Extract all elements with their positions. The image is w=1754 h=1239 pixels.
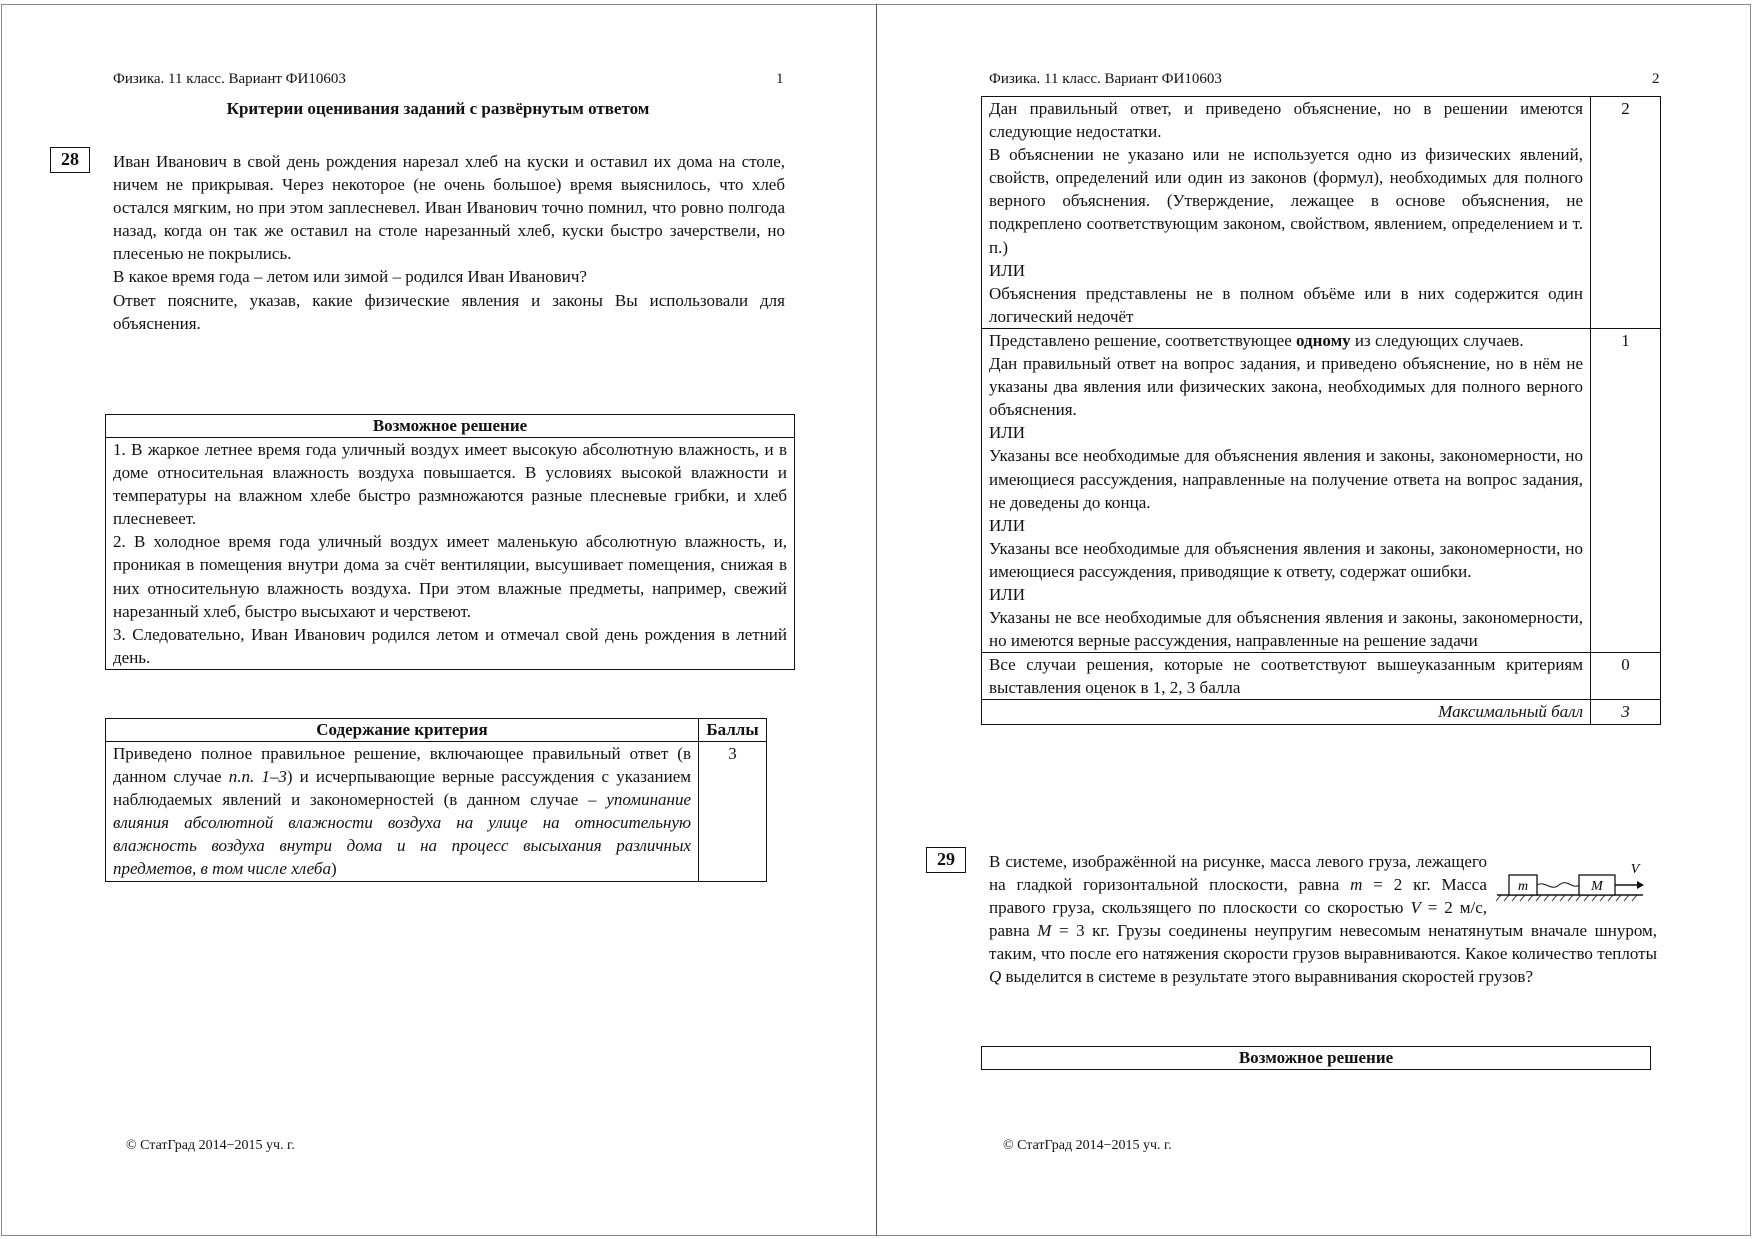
small-block-label: m bbox=[1517, 879, 1529, 894]
solution-paragraph: 3. Следовательно, Иван Иванович родился летом и отмечал свой день рождения в летний день. bbox=[113, 624, 787, 667]
criteria-text: ) и исчерпывающие верные рассуждения с указанием наблюдаемых явлений и закономерностей (в данном случае – bbox=[113, 767, 692, 810]
criteria-col-header: Содержание критерия bbox=[106, 719, 699, 742]
q29-symbol-q: Q bbox=[989, 967, 1002, 987]
criteria-text: Представлено решение, соответствующее bbox=[989, 330, 1296, 350]
criteria-text-italic: упоминание влияния абсолютной влажности воздуха на улице на относительную влажность воздуха внутри дома и на процесс высыхания различных предметов, в том числе хлеба bbox=[113, 790, 691, 879]
question-28-paragraph: Ответ поясните, указав, какие физические явления и законы Вы использовали для объяснения. bbox=[113, 290, 785, 333]
criteria-line: Указаны все необходимые для объяснения явления и законы, закономерности, но имеющиеся рассуждения, направленные на получение ответа на вопрос задания, не доведены до конца. bbox=[989, 446, 1583, 512]
right-page bbox=[877, 0, 1754, 1239]
page-footer: © СтатГрад 2014−2015 уч. г. bbox=[126, 1138, 295, 1153]
criteria-text-bold: одному bbox=[1296, 330, 1351, 350]
criteria-cell-score-0: Все случаи решения, которые не соответствуют вышеуказанным критериям выставления оценок в 1, 2, 3 балла bbox=[982, 653, 1591, 700]
criteria-line: ИЛИ bbox=[989, 515, 1026, 535]
q29-symbol-M: M bbox=[1037, 921, 1052, 941]
criteria-line: ИЛИ bbox=[989, 260, 1026, 280]
q29-symbol-m: m bbox=[1350, 875, 1363, 895]
page-number: 2 bbox=[1652, 71, 1660, 87]
question-number-28: 28 bbox=[50, 147, 90, 173]
score-cell: 3 bbox=[699, 742, 767, 882]
criteria-line: ИЛИ bbox=[989, 423, 1026, 443]
criteria-cell bbox=[106, 742, 699, 882]
plane-hatching bbox=[1496, 895, 1637, 901]
velocity-arrowhead bbox=[1637, 881, 1644, 889]
criteria-line: ИЛИ bbox=[989, 584, 1026, 604]
criteria-cell-score-1 bbox=[982, 328, 1591, 652]
criteria-line bbox=[989, 329, 1583, 352]
max-score-label: Максимальный балл bbox=[982, 700, 1591, 724]
max-score-value: 3 bbox=[1591, 700, 1661, 724]
page-header: Физика. 11 класс. Вариант ФИ10603 bbox=[113, 71, 346, 87]
criteria-table-28 bbox=[105, 718, 767, 882]
criteria-line: Дан правильный ответ, и приведено объяснение, но в решении имеются следующие недостатки. bbox=[989, 99, 1583, 142]
q29-text: выделится в системе в результате этого выравнивания скоростей грузов? bbox=[1001, 967, 1533, 987]
solution-table-28 bbox=[105, 414, 795, 670]
question-number-29: 29 bbox=[926, 847, 966, 873]
solution-paragraph: 2. В холодное время года уличный воздух имеет маленькую абсолютную влажность, и, проникая в помещения внутри дома за счёт вентиляции, высушивает помещения, снижая в них относительную влажность воздуха. При этом влажные предметы, например, свежий нарезанный хлеб, быстро высыхают и черствеют. bbox=[113, 532, 787, 621]
criteria-line: В объяснении не указано или не используется одно из физических явлений, свойств, определений или один из законов (формул), необходимых для полного верного объяснения. (Утверждение, лежащее в основе объяснения, не подкреплено соответствующим законом, свойством, явлением, определением и т. п.) bbox=[989, 145, 1583, 257]
criteria-line: Указаны не все необходимые для объяснения явления и законы, закономерности, но имеются верные рассуждения, направленные на решение задачи bbox=[989, 608, 1583, 651]
criteria-text: ) bbox=[330, 859, 337, 879]
score-cell: 0 bbox=[1591, 653, 1661, 700]
criteria-text-italic: п.п. 1–3 bbox=[228, 767, 287, 787]
criteria-title: Критерии оценивания заданий с развёрнутым ответом bbox=[226, 99, 650, 118]
criteria-table-28-continued bbox=[981, 96, 1661, 725]
velocity-label: V bbox=[1630, 862, 1640, 877]
criteria-text: Приведено полное правильное решение, включающее правильный ответ (в данном случае bbox=[113, 744, 691, 787]
solution-header: Возможное решение bbox=[106, 415, 795, 438]
question-28-paragraph: Иван Иванович в свой день рождения нарезал хлеб на куски и оставил их дома на столе, ничем не прикрывая. Через некоторое (не очень большое) время выяснилось, что хлеб остался мягким, но при этом заплесневел. Иван Иванович точно помнил, что ровно полгода назад, когда он так же оставил на столе нарезанный хлеб, куски быстро зачерствели, но плесенью не покрылись. bbox=[113, 152, 785, 264]
q29-symbol-v: V bbox=[1410, 898, 1421, 918]
q29-text: = 3 кг. Грузы соединены неупругим невесомым ненатянутым вначале шнуром, таким, что после его натяжения скорости грузов выравниваются. Какое количество теплоты bbox=[989, 921, 1658, 964]
criteria-text: из следующих случаев. bbox=[1350, 330, 1524, 350]
criteria-line: Объяснения представлены не в полном объёме или в них содержится один логический недочёт bbox=[989, 283, 1583, 326]
solution-body bbox=[106, 438, 795, 670]
solution-header: Возможное решение bbox=[982, 1047, 1651, 1070]
question-28-paragraph: В какое время года – летом или зимой – родился Иван Иванович? bbox=[113, 267, 587, 287]
criteria-cell-score-2 bbox=[982, 97, 1591, 329]
solution-table-29 bbox=[981, 1046, 1651, 1070]
slack-cord bbox=[1537, 883, 1579, 888]
q29-text: = 2 кг. Масса правого груза, скользящего по плоскости со скоростью bbox=[989, 875, 1487, 918]
left-page bbox=[0, 0, 876, 1239]
score-cell: 1 bbox=[1591, 328, 1661, 652]
page-header: Физика. 11 класс. Вариант ФИ10603 bbox=[989, 71, 1222, 87]
page-number: 1 bbox=[776, 71, 784, 87]
score-col-header: Баллы bbox=[699, 719, 767, 742]
large-block-label: M bbox=[1591, 879, 1603, 894]
page-footer: © СтатГрад 2014−2015 уч. г. bbox=[1003, 1138, 1172, 1153]
score-cell: 2 bbox=[1591, 97, 1661, 329]
question-28-text bbox=[113, 150, 785, 335]
solution-paragraph: 1. В жаркое летнее время года уличный воздух имеет высокую абсолютную влажность, и в доме относительная влажность воздуха повышается. В условиях высокой влажности и температуры на влажном хлебе быстро размножаются разные плесневые грибки, и хлеб плесневеет. bbox=[113, 440, 787, 529]
physics-diagram bbox=[1495, 858, 1645, 908]
criteria-line: Указаны все необходимые для объяснения явления и законы, закономерности, но имеющиеся рассуждения, приводящие к ответу, содержат ошибки. bbox=[989, 538, 1583, 581]
criteria-line: Дан правильный ответ на вопрос задания, и приведено объяснение, но в нём не указаны два явления или физических закона, необходимых для полного верного объяснения. bbox=[989, 354, 1583, 420]
q29-text: = 2 м/с, равна bbox=[989, 898, 1487, 941]
q29-text: В системе, изображённой на рисунке, масса левого груза, лежащего на гладкой горизонтальной плоскости, равна bbox=[989, 852, 1487, 895]
